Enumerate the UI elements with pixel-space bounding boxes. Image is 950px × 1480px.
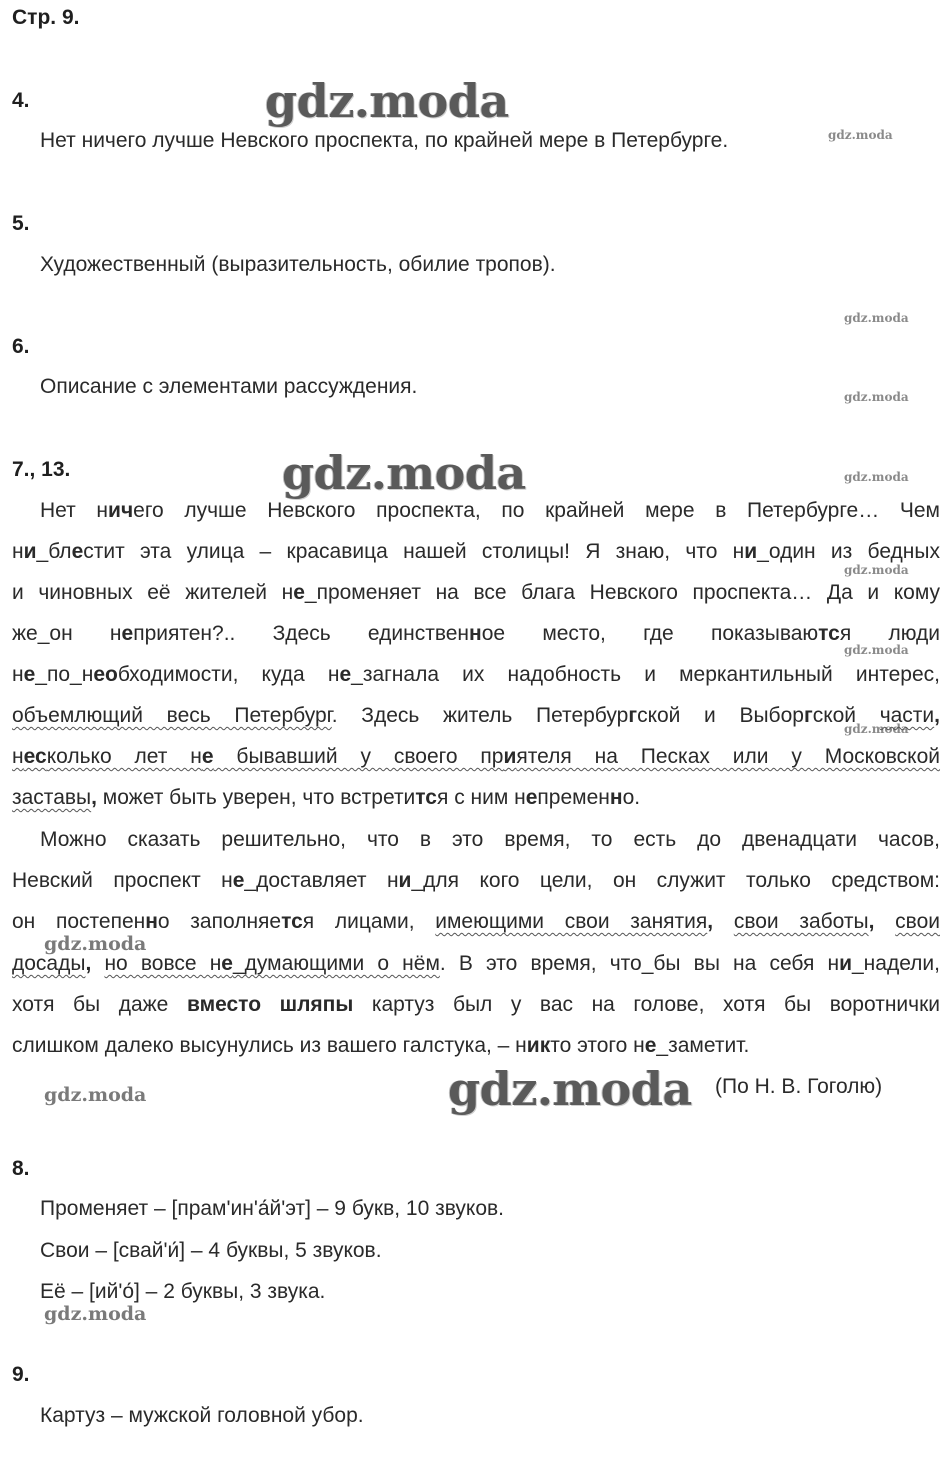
task-number-9: 9. — [12, 1363, 30, 1386]
text-line: досады, но вовсе не_думающими о нём. В это время, что_бы вы на себя ни_надели, — [12, 952, 940, 975]
task-number-7-13: 7., 13. — [12, 458, 71, 481]
task-6-answer: Описание с элементами рассуждения. — [40, 375, 418, 398]
text-line: не_по_необходимости, куда не_загнала их надобность и меркантильный интерес, — [12, 663, 940, 686]
text-line: Нет ничего лучше Невского проспекта, по крайней мере в Петербурге… Чем — [40, 499, 940, 522]
watermark: gdz.moda — [844, 563, 909, 577]
text-line: заставы, может быть уверен, что встретится с ним непременно. — [12, 786, 641, 809]
watermark: gdz.moda — [44, 1303, 147, 1325]
text-line: и чиновных её жителей не_променяет на все блага Невского проспекта… Да и кому — [12, 581, 940, 604]
task-9-answer: Картуз – мужской головной убор. — [40, 1404, 364, 1427]
task-8-line: Свои – [свай'и́] – 4 буквы, 5 звуков. — [40, 1239, 382, 1262]
text-line: несколько лет не бывавший у своего приятеля на Песках или у Московской — [12, 745, 941, 768]
watermark: gdz.moda — [44, 933, 147, 955]
text-line: Можно сказать решительно, что в это время, то есть до двенадцати часов, — [40, 828, 940, 851]
task-number-5: 5. — [12, 212, 30, 235]
text-line: слишком далеко высунулись из вашего галстука, – никто этого не_заметит. — [12, 1034, 750, 1057]
text-line: объемлющий весь Петербург. Здесь житель Петербургской и Выборгской части, — [12, 704, 940, 727]
task-number-4: 4. — [12, 89, 30, 112]
text-line: Невский проспект не_доставляет ни_для кого цели, он служит только средством: — [12, 869, 940, 892]
text-line: же_он неприятен?.. Здесь единственное место, где показываются люди — [12, 622, 940, 645]
task-8-line: Её – [ий'о́] – 2 буквы, 3 звука. — [40, 1280, 326, 1303]
watermark: gdz.moda — [844, 643, 909, 657]
task-number-8: 8. — [12, 1157, 30, 1180]
watermark: gdz.moda — [44, 1084, 147, 1106]
task-4-answer: Нет ничего лучше Невского проспекта, по крайней мере в Петербурге. — [40, 129, 729, 152]
text-line: хотя бы даже вместо шляпы картуз был у вас на голове, хотя бы воротнички — [12, 993, 941, 1016]
page-header: Стр. 9. — [12, 6, 80, 29]
watermark: gdz.moda — [844, 311, 909, 325]
text-line: ни_блестит эта улица – красавица нашей столицы! Я знаю, что ни_один из бедных — [12, 540, 940, 563]
watermark: gdz.moda — [265, 74, 509, 128]
task-8-line: Променяет – [прам'ин'а́й'эт] – 9 букв, 10 звуков. — [40, 1197, 505, 1220]
task-5-answer: Художественный (выразительность, обилие тропов). — [40, 253, 556, 276]
watermark: gdz.moda — [844, 470, 909, 484]
watermark: gdz.moda — [844, 722, 909, 736]
watermark: gdz.moda — [828, 128, 893, 142]
text-line: он постепенно заполняется лицами, имеющими свои занятия, свои заботы, свои — [12, 910, 940, 933]
attribution: (По Н. В. Гоголю) — [715, 1075, 883, 1098]
task-number-6: 6. — [12, 335, 30, 358]
watermark: gdz.moda — [844, 390, 909, 404]
watermark: gdz.moda — [282, 446, 526, 500]
watermark: gdz.moda — [448, 1062, 692, 1116]
